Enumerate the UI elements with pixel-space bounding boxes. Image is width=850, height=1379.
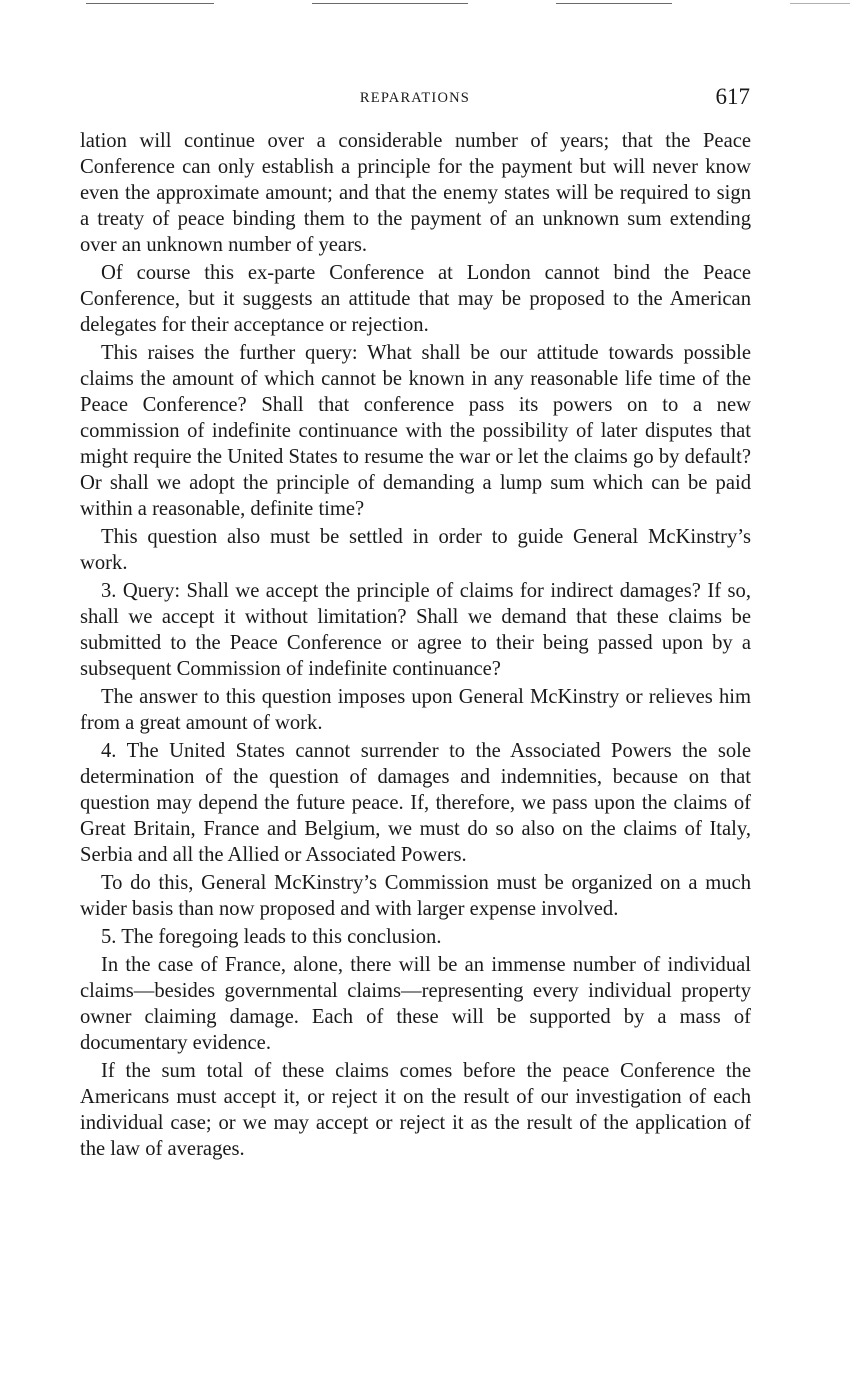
running-head: REPARATIONS (359, 90, 471, 106)
paragraph: 5. The foregoing leads to this conclusion. (101, 926, 442, 948)
scan-edge-rule (790, 3, 850, 4)
paragraph: This raises the further query: What shall be our attitude towards possible claims the amount of which cannot be known in any reasonable life time of the Peace Conference? Shall that conference pass its powers on to a new commission of indefinite continuance with the possibility of later disputes that might require the United States to resume the war or let the claims go by default? Or shall we adopt the principle of demanding a lump sum which can be paid within a reasonable, definite time? (80, 342, 751, 520)
page-header (80, 84, 750, 114)
scan-edge-rule (312, 3, 468, 4)
paragraph: 3. Query: Shall we accept the principle of claims for indirect damages? If so, shall we accept it without limitation? Shall we demand that these claims be submitted to the Peace Conference or agree to their being passed upon by a subsequent Commission of indefinite continuance? (80, 580, 751, 680)
paragraph: To do this, General McKinstry’s Commission must be organized on a much wider basis than now proposed and with larger expense involved. (80, 872, 751, 920)
body-text (80, 128, 751, 1162)
paragraph: lation will continue over a considerable number of years; that the Peace Conference can only establish a principle for the payment but will never know even the approximate amount; and that the enemy states will be required to sign a treaty of peace binding them to the payment of an unknown sum extending over an unknown number of years. (80, 130, 751, 256)
paragraph: 4. The United States cannot surrender to the Associated Powers the sole determination of the question of damages and indemnities, because on that question may depend the future peace. If, therefore, we pass upon the claims of Great Britain, France and Belgium, we must do so also on the claims of Italy, Serbia and all the Allied or Associated Powers. (80, 740, 751, 866)
scan-edge-rule (86, 3, 214, 4)
paragraph: If the sum total of these claims comes before the peace Conference the Americans must accept it, or reject it on the result of our investigation of each individual case; or we may accept or reject it as the result of the application of the law of averages. (80, 1060, 751, 1160)
paragraph: This question also must be settled in order to guide General McKinstry’s work. (80, 526, 751, 574)
paragraph: In the case of France, alone, there will be an immense number of individual claims—besides governmental claims—representing every individual property owner claiming damage. Each of these will be supported by a mass of documentary evidence. (80, 954, 751, 1054)
paragraph: The answer to this question imposes upon General McKinstry or relieves him from a great amount of work. (80, 686, 751, 734)
paragraph: Of course this ex-parte Conference at London cannot bind the Peace Conference, but it suggests an attitude that may be proposed to the American delegates for their acceptance or rejection. (80, 262, 751, 336)
scan-edge-rule (556, 3, 672, 4)
page-number: 617 (715, 84, 750, 109)
